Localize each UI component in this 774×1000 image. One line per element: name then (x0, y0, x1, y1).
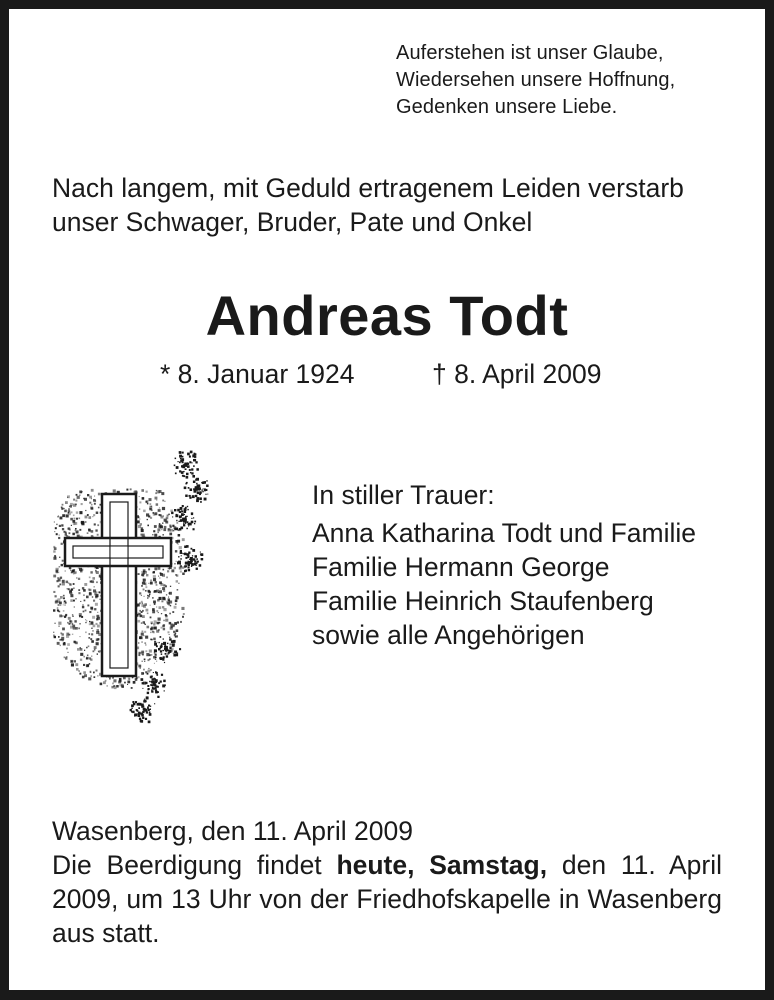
motto-line-3: Gedenken unsere Liebe. (396, 96, 618, 118)
intro-line-1: Nach langem, mit Geduld ertragenem Leiden verstarb (52, 173, 684, 203)
intro-line-2: unser Schwager, Bruder, Pate und Onkel (52, 207, 533, 237)
motto-line-2: Wiedersehen unsere Hoffnung, (396, 69, 676, 91)
motto-verse (396, 40, 675, 121)
intro-text (52, 171, 684, 239)
mourner-name: Familie Heinrich Staufenberg (312, 586, 654, 616)
mourners-heading: In stiller Trauer: (312, 480, 495, 510)
death-date: † 8. April 2009 (432, 359, 602, 389)
funeral-day: heute, Samstag, (336, 850, 548, 880)
footer-block (52, 814, 722, 950)
place-date: Wasenberg, den 11. April 2009 (52, 816, 413, 846)
mourner-name: Familie Hermann George (312, 552, 610, 582)
cross-icon (45, 448, 215, 733)
deceased-name: Andreas Todt (205, 284, 569, 347)
mourners-block (312, 478, 696, 652)
birth-date: * 8. Januar 1924 (160, 359, 355, 389)
motto-line-1: Auferstehen ist unser Glaube, (396, 42, 664, 64)
funeral-text-before: Die Beerdigung findet (52, 850, 337, 880)
mourner-name: sowie alle Angehörigen (312, 620, 585, 650)
funeral-text-after: den 11. April 2009, um 13 Uhr von der Friedhofskapelle in Wasenberg aus statt. (52, 850, 723, 948)
funeral-notice (52, 848, 722, 950)
mourner-name: Anna Katharina Todt und Familie (312, 518, 697, 548)
